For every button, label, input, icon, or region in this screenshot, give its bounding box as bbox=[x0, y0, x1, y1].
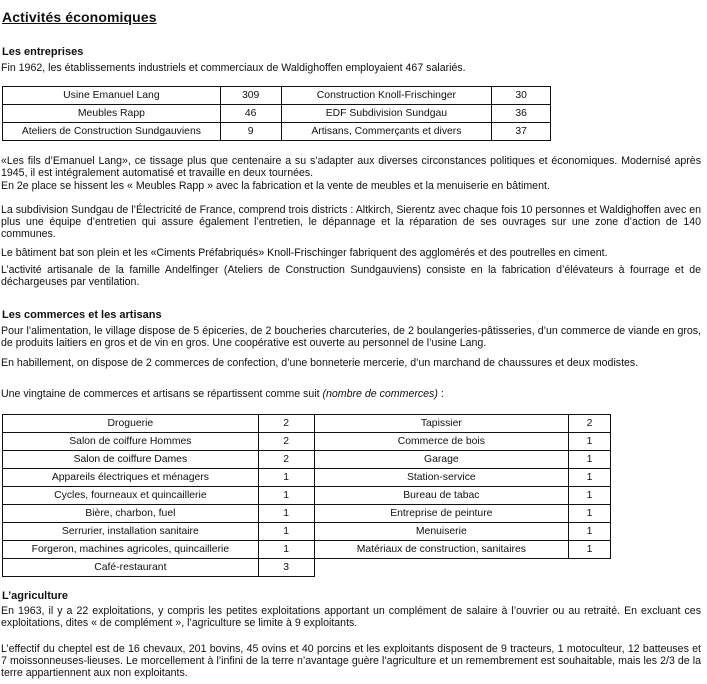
table-cell-label: Serrurier, installation sanitaire bbox=[3, 523, 259, 541]
table-cell-label: Usine Emanuel Lang bbox=[3, 87, 221, 105]
table-row bbox=[3, 105, 551, 123]
paragraph-exploitations: En 1963, il y a 22 exploitations, y compris les petites exploitations apportant un complément de salaire à l’ouvrier ou au retraité. En excluant ces exploitations, dites « de complément », l’agriculture se limite à 9 exploitants. bbox=[1, 605, 701, 630]
table-cell-count: 2 bbox=[258, 433, 314, 451]
table-cell-count: 309 bbox=[220, 87, 281, 105]
paragraph-rapp: En 2e place se hissent les « Meubles Rapp » avec la fabrication et la vente de meubles et la menuiserie en bâtiment. bbox=[1, 180, 550, 192]
table-cell-count: 1 bbox=[258, 505, 314, 523]
section-heading-commerces: Les commerces et les artisans bbox=[2, 309, 162, 321]
table-cell-count: 3 bbox=[258, 559, 314, 577]
table-cell-label: Commerce de bois bbox=[314, 433, 569, 451]
table-row bbox=[3, 415, 611, 433]
table-cell-count: 1 bbox=[569, 451, 611, 469]
table-cell-count: 1 bbox=[569, 487, 611, 505]
table-cell-count: 2 bbox=[569, 415, 611, 433]
paragraph-cheptel: L’effectif du cheptel est de 16 chevaux, 201 bovins, 45 ovins et 40 porcins et les exploitants disposent de 9 tracteurs, 1 motoculteur, 12 batteuses et 7 moissonneuses-lieuses. Le morcellement à l’infini de la terre n’avantage guère l’agriculture et un remembrement est souhaitable, mais les 2/3 de la terre appartiennent aux non exploitants. bbox=[1, 643, 701, 680]
table-cell-label bbox=[314, 559, 569, 577]
table-cell-label: Salon de coiffure Dames bbox=[3, 451, 259, 469]
paragraph-alimentation: Pour l’alimentation, le village dispose de 5 épiceries, de 2 boucheries charcuteries, de 2 boulangeries-pâtisseries, d’un commerce de viande en gros, de produits laitiers en gros et de vin en gros. Une coopérative est ouverte au personnel de l’usine Lang. bbox=[1, 325, 701, 350]
table-cell-label: Appareils électriques et ménagers bbox=[3, 469, 259, 487]
table-cell-label: Tapissier bbox=[314, 415, 569, 433]
table-cell-label: Forgeron, machines agricoles, quincaillerie bbox=[3, 541, 259, 559]
table-cell-count: 9 bbox=[220, 123, 281, 141]
table-cell-label: Construction Knoll-Frischinger bbox=[281, 87, 492, 105]
table-row bbox=[3, 559, 611, 577]
table-cell-label: Café-restaurant bbox=[3, 559, 259, 577]
commerces-list-intro bbox=[1, 388, 701, 400]
table-cell-count: 30 bbox=[492, 87, 551, 105]
table-cell-label: Droguerie bbox=[3, 415, 259, 433]
table-row bbox=[3, 123, 551, 141]
table-cell-count: 1 bbox=[569, 523, 611, 541]
table-cell-count bbox=[569, 559, 611, 577]
table-cell-count: 1 bbox=[569, 505, 611, 523]
paragraph-habillement: En habillement, on dispose de 2 commerces de confection, d’une bonneterie mercerie, d’un marchand de chaussures et deux modistes. bbox=[1, 357, 639, 369]
paragraph-edf: La subdivision Sundgau de l’Électricité de France, comprend trois districts : Altkirch, Sierentz avec chaque fois 10 personnes et Waldighoffen avec en plus une équipe d’entretien qui assure également l’entretien, le dépannage et la réparation de ses ouvrages sur une zone d’action de 140 communes. bbox=[1, 204, 701, 241]
table-row bbox=[3, 469, 611, 487]
table-cell-count: 1 bbox=[569, 433, 611, 451]
entreprises-intro: Fin 1962, les établissements industriels et commerciaux de Waldighoffen employaient 467 salariés. bbox=[1, 62, 466, 74]
table-cell-label: Matériaux de construction, sanitaires bbox=[314, 541, 569, 559]
section-heading-agriculture: L’agriculture bbox=[2, 590, 69, 602]
table-cell-label: Salon de coiffure Hommes bbox=[3, 433, 259, 451]
table-cell-label: Ateliers de Construction Sundgauviens bbox=[3, 123, 221, 141]
list-intro-text: Une vingtaine de commerces et artisans se répartissent comme suit bbox=[1, 388, 323, 400]
table-row bbox=[3, 87, 551, 105]
table-row bbox=[3, 487, 611, 505]
table-cell-count: 1 bbox=[258, 469, 314, 487]
table-cell-count: 1 bbox=[258, 487, 314, 505]
table-cell-count: 36 bbox=[492, 105, 551, 123]
list-intro-end: : bbox=[437, 388, 444, 400]
table-cell-count: 2 bbox=[258, 415, 314, 433]
table-row bbox=[3, 433, 611, 451]
table-cell-count: 1 bbox=[569, 541, 611, 559]
paragraph-andelfinger: L’activité artisanale de la famille Andelfinger (Ateliers de Construction Sundgauviens) consiste en la fabrication d’élévateurs à fourrage et de déchargeuses par ventilation. bbox=[1, 264, 701, 289]
table-row bbox=[3, 523, 611, 541]
table-cell-label: Bureau de tabac bbox=[314, 487, 569, 505]
section-heading-entreprises: Les entreprises bbox=[2, 46, 84, 58]
table-cell-count: 2 bbox=[258, 451, 314, 469]
entreprises-table bbox=[2, 86, 551, 141]
table-cell-label: Cycles, fourneaux et quincaillerie bbox=[3, 487, 259, 505]
paragraph-knoll: Le bâtiment bat son plein et les «Ciments Préfabriqués» Knoll-Frischinger fabriquent des agglomérés et des poutrelles en ciment. bbox=[1, 247, 608, 259]
table-cell-count: 1 bbox=[569, 469, 611, 487]
table-cell-label: Entreprise de peinture bbox=[314, 505, 569, 523]
table-cell-label: Menuiserie bbox=[314, 523, 569, 541]
list-intro-note: (nombre de commerces) bbox=[322, 388, 438, 400]
table-cell-label: EDF Subdivision Sundgau bbox=[281, 105, 492, 123]
page-title: Activités économiques bbox=[2, 9, 157, 25]
table-cell-label: Bière, charbon, fuel bbox=[3, 505, 259, 523]
table-row bbox=[3, 541, 611, 559]
table-cell-label: Garage bbox=[314, 451, 569, 469]
paragraph-lang: «Les fils d’Emanuel Lang», ce tissage plus que centenaire a su s’adapter aux diverses circonstances politiques et économiques. Modernisé après 1945, il est intégralement automatisé et travaille en deux tournées. bbox=[1, 155, 701, 180]
commerces-table bbox=[2, 414, 611, 577]
table-cell-count: 37 bbox=[492, 123, 551, 141]
table-cell-label: Meubles Rapp bbox=[3, 105, 221, 123]
table-row bbox=[3, 451, 611, 469]
table-cell-label: Artisans, Commerçants et divers bbox=[281, 123, 492, 141]
table-cell-count: 1 bbox=[258, 523, 314, 541]
table-cell-count: 46 bbox=[220, 105, 281, 123]
table-row bbox=[3, 505, 611, 523]
table-cell-count: 1 bbox=[258, 541, 314, 559]
table-cell-label: Station-service bbox=[314, 469, 569, 487]
